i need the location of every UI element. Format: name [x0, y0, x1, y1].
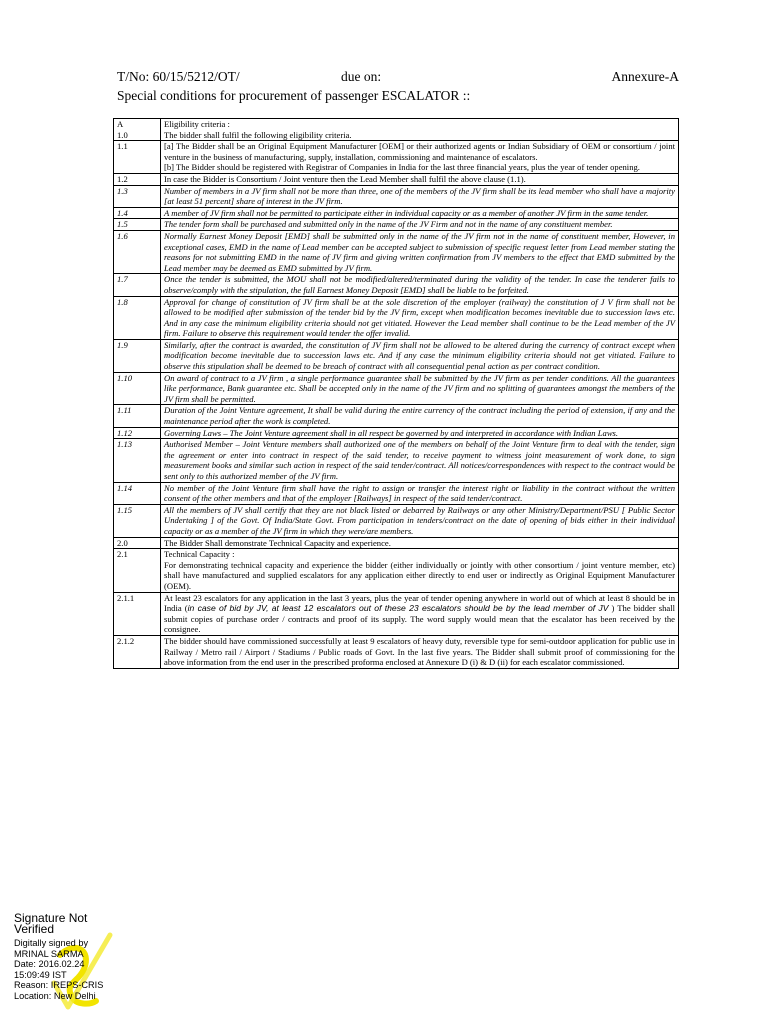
clause-number: 1.1 — [114, 141, 161, 174]
table-row — [114, 274, 679, 296]
clause-text — [161, 339, 679, 372]
table-row — [114, 549, 679, 592]
table-row — [114, 439, 679, 482]
clause-number: 2.1 — [114, 549, 161, 592]
table-row — [114, 185, 679, 207]
clause-number: 1.11 — [114, 405, 161, 427]
clause-paragraph: Governing Laws – The Joint Venture agreement shall in all respect be governed by and interpreted in accordance with Indian Laws. — [164, 427, 619, 438]
clause-paragraph: No member of the Joint Venture firm shall have the right to assign or transfer the interest right or liability in the contract without the written consent of the other members and that of the employer [Railways] in respect of the said tender/contract. — [164, 482, 675, 504]
clause-number: 1.14 — [114, 482, 161, 504]
clause-paragraph: The bidder should have commissioned successfully at least 9 escalators of heavy duty, reversible type for semi-outdoor application for public use in Railway / Metro rail / Airport / Stadiums / Public roads of Govt. In the last five years. The Bidder shall submit proof of commissioning for the above information from the end user in the prescribed proforma enclosed at Annexure D (i) & D (ii) for each escalator commissioned. — [164, 635, 675, 668]
clause-text — [161, 207, 679, 219]
clause-text-end: ) The bidder shall submit copies of purchase order / contracts and proof of its supply. The word supply would mean that the escalator has been received by the consignee. — [164, 603, 675, 635]
clause-text — [161, 635, 679, 668]
clause-paragraph: Normally Earnest Money Deposit [EMD] shall be submitted only in the name of the JV firm not in the name of constituent member, However, in exceptional cases, EMD in the name of Lead member can be accepted subject to submission of specific request letter from Lead member stating the reasons for not submitting EMD in the name of JV firm and giving written confirmation from JV members to the effect that EMD submitted by the Lead member may be deemed as EMD submitted by JV firm. — [164, 230, 675, 273]
clause-number: 1.3 — [114, 185, 161, 207]
table-row — [114, 482, 679, 504]
signature-detail-line: Reason: IREPS-CRIS — [14, 980, 104, 990]
due-on-label: due on: — [341, 69, 382, 84]
clause-number: 1.4 — [114, 207, 161, 219]
clause-text — [161, 405, 679, 427]
clause-number: 1.6 — [114, 230, 161, 273]
table-row — [114, 592, 679, 635]
clause-text — [161, 185, 679, 207]
clause-paragraph: For demonstrating technical capacity and experience the bidder (either individually or jointly with other consortium / joint venture member, etc) shall have manufactured and supplied escalators for any application either directly to end user or indirectly as Original Equipment Manufacturer (OEM). — [164, 559, 675, 591]
clause-paragraph: Duration of the Joint Venture agreement, It shall be valid during the entire currency of the contract including the period of extension, if any and the maintenance period after the work is completed. — [164, 405, 675, 427]
table-row — [114, 372, 679, 405]
clause-number: 2.0 — [114, 537, 161, 549]
clause-text — [161, 230, 679, 273]
clause-text — [161, 296, 679, 339]
clause-text — [161, 274, 679, 296]
signature-details — [14, 938, 103, 1001]
signature-detail-line: MRINAL SARMA — [14, 948, 84, 959]
clause-text — [161, 141, 679, 174]
clause-text — [161, 427, 679, 439]
signature-detail-line: Date: 2016.02.24 — [14, 959, 85, 969]
table-row — [114, 219, 679, 231]
clause-paragraph: The bidder shall fulfil the following eligibility criteria. — [164, 129, 352, 140]
clause-text — [161, 504, 679, 537]
clause-text — [161, 439, 679, 482]
annexure-label: Annexure-A — [611, 69, 679, 84]
clause-paragraph: In case the Bidder is Consortium / Joint venture then the Lead Member shall fulfil the above clause (1.1). — [164, 173, 526, 184]
table-row — [114, 230, 679, 273]
clause-text — [161, 549, 679, 592]
clause-text — [161, 537, 679, 549]
table-row — [114, 339, 679, 372]
table-row — [114, 173, 679, 185]
clause-number: 1.9 — [114, 339, 161, 372]
signature-detail-line: Digitally signed by — [14, 938, 89, 948]
table-row — [114, 119, 679, 141]
table-row — [114, 405, 679, 427]
clause-text — [161, 119, 679, 141]
tender-number: T/No: 60/15/5212/OT/ — [117, 69, 240, 84]
clause-paragraph: All the members of JV shall certify that they are not black listed or debarred by Railways or any other Ministry/Department/PSU [ Public Sector Undertaking ] of the Govt. Of India/State Govt. From participation in tenders/contract on the date of opening of bids either in their individual capacity or as a member of the JV firm in which they were/are members. — [164, 504, 675, 536]
table-row — [114, 504, 679, 537]
clause-number: 1.13 — [114, 439, 161, 482]
clause-paragraph: Eligibility criteria : — [164, 119, 230, 129]
clause-paragraph: [a] The Bidder shall be an Original Equipment Manufacturer [OEM] or their authorized agents or Indian Subsidiary of OEM or consortium / joint venture in the business of manufacturing, supply, installation, commissioning and maintenance of escalators. — [164, 141, 675, 162]
clause-number: 1.2 — [114, 173, 161, 185]
clause-text — [161, 173, 679, 185]
clause-text — [161, 372, 679, 405]
clause-number: 2.1.1 — [114, 592, 161, 635]
clause-number: A 1.0 — [114, 119, 161, 141]
clause-paragraph: A member of JV firm shall not be permitted to participate either in individual capacity or as a member of another JV firm in the same tender. — [164, 207, 649, 218]
clause-text — [161, 219, 679, 231]
clause-number: 2.1.2 — [114, 635, 161, 668]
table-row — [114, 207, 679, 219]
digital-signature-stamp — [14, 911, 124, 1019]
clause-text — [161, 482, 679, 504]
clause-number: 1.7 — [114, 274, 161, 296]
table-row — [114, 635, 679, 668]
clause-number: 1.10 — [114, 372, 161, 405]
conditions-table — [113, 118, 679, 669]
table-row — [114, 537, 679, 549]
clause-text — [161, 592, 679, 635]
table-row — [114, 141, 679, 174]
clause-paragraph: Similarly, after the contract is awarded, the constitution of JV firm shall not be allowed to be altered during the currency of contract except when modification become inevitable due to succession laws etc. And if any case the minimum eligibility criteria should not get vitiated. Failure to observe this stipulation shall be deemed to be breach of contract with all consequential penal action as per contract condition. — [164, 339, 675, 372]
clause-paragraph: Technical Capacity : — [164, 549, 235, 560]
clause-number: 1.12 — [114, 427, 161, 439]
clause-number: 1.8 — [114, 296, 161, 339]
clause-paragraph: The Bidder Shall demonstrate Technical Capacity and experience. — [164, 537, 391, 548]
table-row — [114, 296, 679, 339]
signature-status-line1: Signature Not — [14, 911, 88, 925]
clause-number: 1.5 — [114, 219, 161, 231]
clause-paragraph: [b] The Bidder should be registered with Registrar of Companies in India for the last three financial years, plus the year of tender opening. — [164, 162, 640, 173]
clause-paragraph: Approval for change of constitution of JV firm shall be at the sole discretion of the employer (railway) the constitution of J V firm shall not be allowed to be modified after submission of the tender bid by the JV firm, except when modification becomes inevitable due to succession laws etc. And in any case the minimum eligibility criteria should not get vitiated. However the Lead member shall continue to be the Lead member of the JV firm. Failure to observe this requirement would tender the offer invalid. — [164, 296, 675, 339]
signature-status-line2: Verified — [14, 922, 55, 936]
clause-paragraph: Once the tender is submitted, the MOU shall not be modified/altered/terminated during the validity of the tender. In case the tenderer fails to observe/comply with the stipulation, the full Earnest Money Deposit [EMD] shall be liable to be forfeited. — [164, 274, 675, 295]
signature-detail-line: Location: New Delhi — [14, 990, 96, 1001]
clause-paragraph: Authorised Member – Joint Venture members shall authorized one of the members on behalf of the Joint Venture firm to deal with the tender, sign the agreement or enter into contract in respect of the said tender, to receive payment to witness joint measurement of work done, to sign measurement books and similar such action in respect of the said tender/contract. All notices/correspondences with respect to the contract would be sent only to this authorized member of the JV firm. — [164, 439, 675, 481]
clause-paragraph: On award of contract to a JV firm , a single performance guarantee shall be submitted by the JV firm as per tender conditions. All the guarantees like performance, Bank guarantee etc. Shall be accepted only in the name of the JV firm and no splitting of guarantees amongst the members of the JV firm shall be permitted. — [164, 372, 675, 404]
clause-paragraph: The tender form shall be purchased and submitted only in the name of the JV Firm and not in the name of any constituent member. — [164, 219, 613, 230]
table-row — [114, 427, 679, 439]
clause-text-emphasis: in case of bid by JV, at least 12 escalators out of these 23 escalators should be by the lead member of JV — [187, 603, 609, 614]
clause-number: 1.15 — [114, 504, 161, 537]
signature-detail-line: 15:09:49 IST — [14, 969, 67, 980]
document-header — [117, 69, 679, 87]
clause-paragraph: Number of members in a JV firm shall not be more than three, one of the members of the JV firm shall be its lead member who shall have a majority [at least 51 percent] share of interest in the JV firm. — [164, 185, 675, 207]
clause-text-start: At least 23 escalators for any application in the last 3 years, plus the year of tender opening anywhere in world out of which at least 8 should be in India ( — [164, 592, 675, 614]
page-title: Special conditions for procurement of passenger ESCALATOR :: — [117, 88, 471, 103]
